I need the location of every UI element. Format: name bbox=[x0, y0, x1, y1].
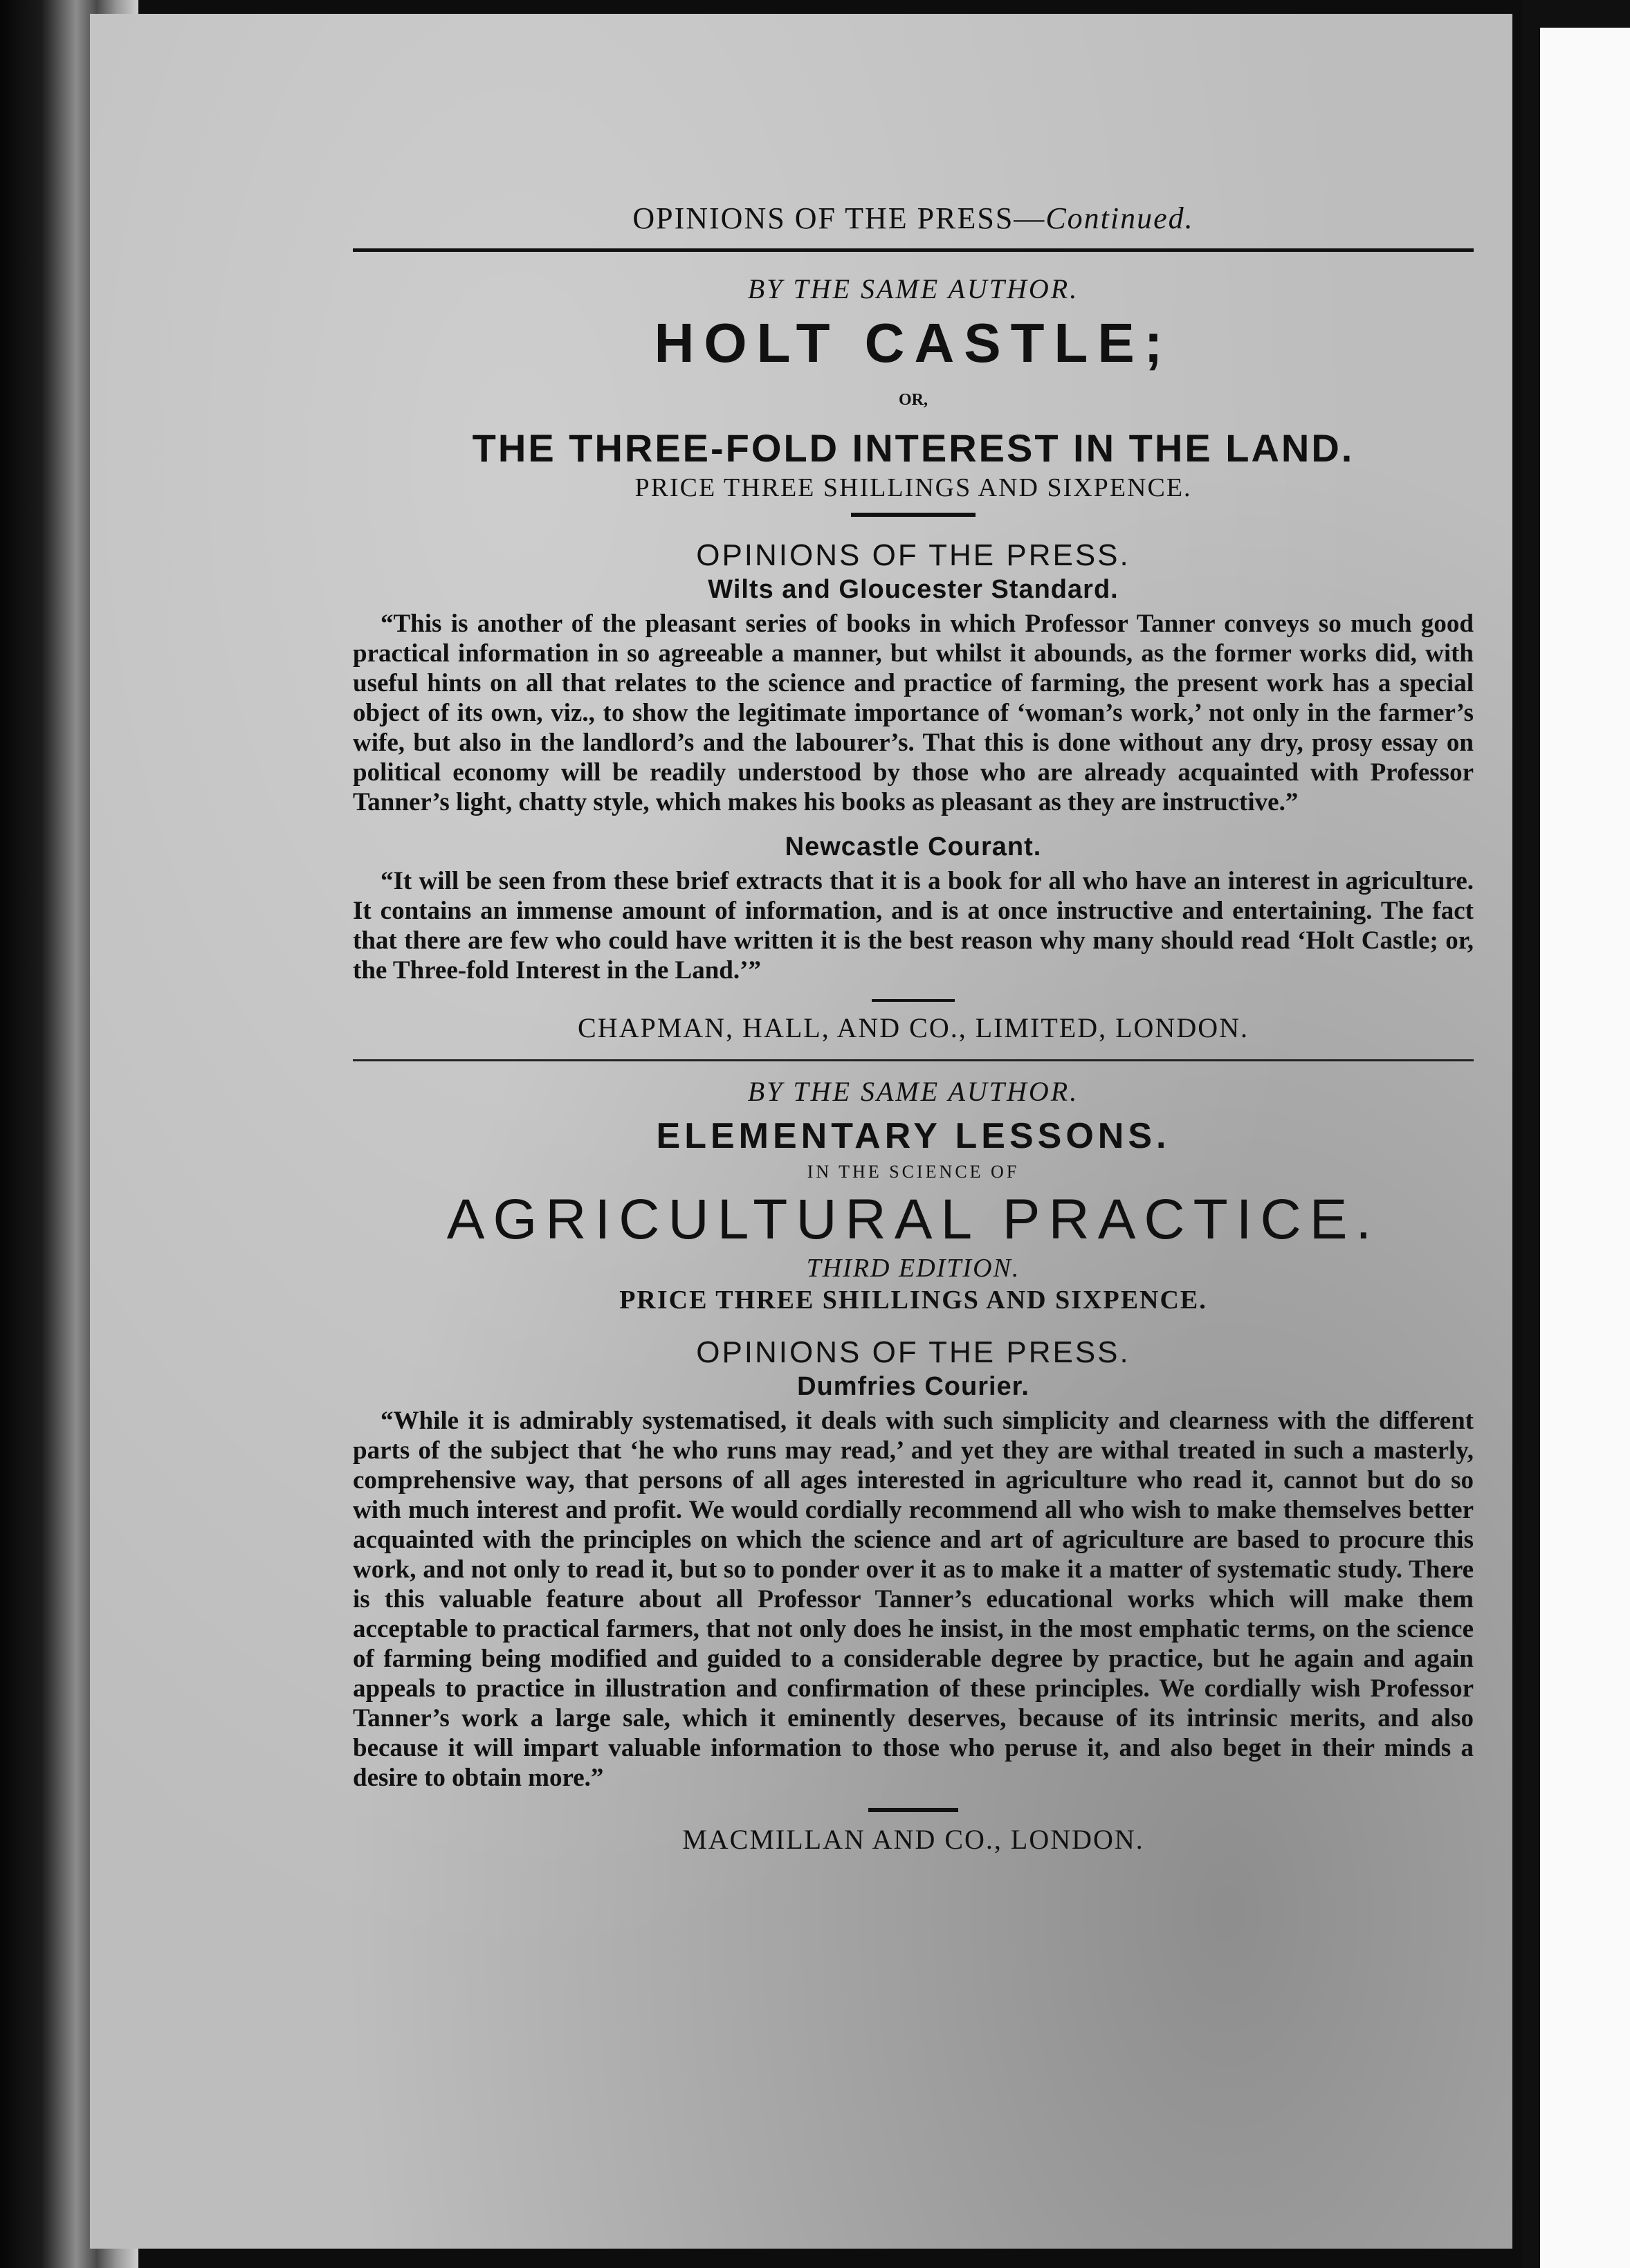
section-rule bbox=[868, 1808, 958, 1812]
book-title: ELEMENTARY LESSONS. bbox=[656, 1116, 1171, 1156]
book-advert-elementary-lessons bbox=[353, 1075, 1474, 1856]
review-text: “This is another of the pleasant series of books in which Professor Tanner conveys so much good practical information in so agreeable a manner, but whilst it abounds, as the former works did, with useful hints on all that relates to the science and practice of farming, the present work has a special object of its own, viz., to show the legitimate importance of ‘woman’s work,’ not only in the farmer’s wife, but also in the landlord’s and the labourer’s. That this is done without any dry, prosy essay on political economy will be readily understood by those who are already acquainted with Professor Tanner’s light, chatty style, which makes his books as pleasant as they are instructive.” bbox=[353, 610, 1474, 816]
book-price: PRICE THREE SHILLINGS AND SIXPENCE. bbox=[634, 473, 1192, 502]
publisher-line: MACMILLAN AND CO., LONDON. bbox=[682, 1824, 1144, 1855]
running-head-main: OPINIONS OF THE PRESS— bbox=[632, 201, 1046, 235]
review-source: Newcastle Courant. bbox=[785, 832, 1042, 861]
book-price: PRICE THREE SHILLINGS AND SIXPENCE. bbox=[619, 1286, 1207, 1315]
section-rule bbox=[872, 999, 955, 1002]
opinions-heading: OPINIONS OF THE PRESS. bbox=[696, 1335, 1130, 1369]
book-subtitle: AGRICULTURAL PRACTICE. bbox=[446, 1188, 1380, 1251]
publisher-line: CHAPMAN, HALL, AND CO., LIMITED, LONDON. bbox=[578, 1012, 1249, 1043]
title-connector: IN THE SCIENCE OF bbox=[807, 1162, 1020, 1182]
review-text: “It will be seen from these brief extracts that it is a book for all who have an interest in agriculture. It contains an immense amount of information, and is at once instructive and entertaining. The fact that there are few who could have written it is the best reason why many should read ‘Holt Castle; or, the Three-fold Interest in the Land.’” bbox=[353, 867, 1474, 985]
book-title: HOLT CASTLE; bbox=[654, 312, 1173, 374]
review bbox=[353, 832, 1474, 985]
by-author-label: BY THE SAME AUTHOR. bbox=[747, 273, 1079, 304]
review-source: Wilts and Gloucester Standard. bbox=[708, 575, 1119, 604]
review bbox=[353, 1372, 1474, 1793]
review-text: “While it is admirably systematised, it deals with such simplicity and clearness with the different parts of the subject that ‘he who runs may read,’ and yet they are withal treated in such a masterly, comprehensive way, that persons of all ages interested in agriculture who read it, cannot but do so with much interest and profit. We would cordially recommend all who wish to make themselves better acquainted with the principles on which the science and art of agriculture are based to procure this work, and not only to read it, but so to ponder over it as to make it a matter of systematic study. There is this valuable feature about all Professor Tanner’s educational works which will make them acceptable to practical farmers, that not only does he insist, in the most emphatic terms, on the science of farming being modified and guided to a considerable degree by practice, but he again and again appeals to practice in illustration and confirmation of these principles. We cordially wish Professor Tanner’s work a large sale, which it eminently deserves, because of its intrinsic merits, and also because it will impart valuable information to those who peruse it, and also beget in their minds a desire to obtain more.” bbox=[353, 1407, 1474, 1792]
running-head-continued: Continued. bbox=[1045, 201, 1194, 235]
book-advert-holt-castle bbox=[353, 273, 1474, 1044]
header-rule bbox=[353, 248, 1474, 252]
book-edition: THIRD EDITION. bbox=[806, 1254, 1020, 1283]
opinions-heading: OPINIONS OF THE PRESS. bbox=[696, 538, 1130, 572]
next-page-edge bbox=[1540, 28, 1630, 2268]
review-source: Dumfries Courier. bbox=[797, 1372, 1029, 1401]
by-author-label: BY THE SAME AUTHOR. bbox=[747, 1076, 1079, 1107]
page-content bbox=[353, 201, 1474, 1856]
book-page bbox=[90, 14, 1512, 2249]
running-head bbox=[353, 201, 1474, 236]
title-or: OR, bbox=[899, 391, 928, 409]
review bbox=[353, 575, 1474, 817]
advert-divider bbox=[353, 1059, 1474, 1061]
section-rule bbox=[851, 513, 976, 517]
book-subtitle: THE THREE-FOLD INTEREST IN THE LAND. bbox=[472, 426, 1355, 470]
